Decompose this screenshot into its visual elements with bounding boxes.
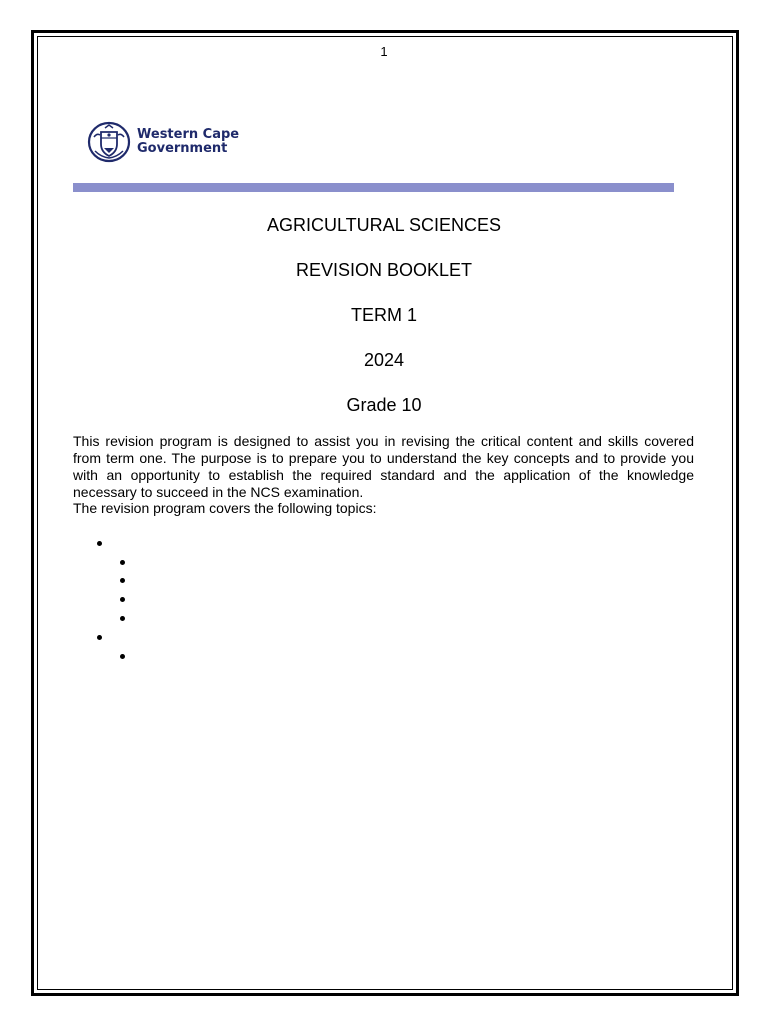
- subtopic-bullet: [120, 597, 125, 602]
- intro-paragraph: This revision program is designed to assist you in revising the critical content and skills covered from term one. The purpose is to prepare you to understand the key concepts and to provide you with an opportunity to establish the required standard and the application of the knowledge necessary to succeed in the NCS examination.: [73, 433, 694, 500]
- logo-line-2: Government: [137, 141, 228, 156]
- coat-of-arms-icon: [87, 121, 131, 163]
- subtopic-bullet: [120, 616, 125, 621]
- logo-wordmark: [137, 128, 239, 156]
- grade-label: Grade 10: [346, 395, 422, 415]
- subtopic-bullet: [120, 654, 125, 659]
- page-number: 1: [380, 44, 388, 59]
- topic-bullet: [97, 635, 102, 640]
- subtopic-bullet: [120, 578, 125, 583]
- subtopic-bullet: [120, 560, 125, 565]
- western-cape-government-logo: [87, 121, 239, 163]
- header-band: [73, 183, 674, 192]
- year-label: 2024: [363, 350, 405, 370]
- logo-line-1: Western Cape: [137, 127, 240, 142]
- topic-bullet: [97, 541, 102, 546]
- topics-intro-line: The revision program covers the following topics:: [73, 500, 377, 516]
- subject-title: AGRICULTURAL SCIENCES: [266, 215, 502, 235]
- document-type: REVISION BOOKLET: [295, 260, 473, 280]
- term-label: TERM 1: [350, 305, 417, 325]
